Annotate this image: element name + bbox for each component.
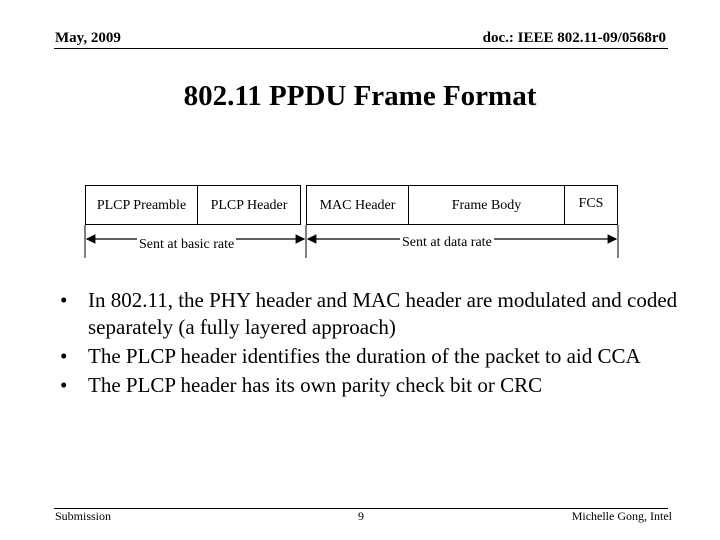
data-rate-label: Sent at data rate <box>402 235 492 250</box>
field-plcp-header: PLCP Header <box>197 185 301 225</box>
field-fcs: FCS <box>564 185 618 225</box>
header-date: May, 2009 <box>55 30 121 46</box>
bullet-item: • The PLCP header identifies the duration of the packet to aid CCA <box>60 343 690 370</box>
field-mac-header: MAC Header <box>306 185 409 225</box>
page-number: 9 <box>358 509 364 523</box>
field-frame-body: Frame Body <box>408 185 565 225</box>
slide-title: 802.11 PPDU Frame Format <box>183 80 537 112</box>
field-plcp-preamble: PLCP Preamble <box>85 185 198 225</box>
footer-submission: Submission <box>55 509 112 523</box>
bullet-item: • In 802.11, the PHY header and MAC header are modulated and coded separately (a fully layered approach) <box>60 287 690 341</box>
basic-rate-label: Sent at basic rate <box>139 237 235 252</box>
footer-author: Michelle Gong, Intel <box>571 509 672 523</box>
bullet-item: • The PLCP header has its own parity check bit or CRC <box>60 372 690 399</box>
bullet-list <box>60 287 690 401</box>
header-doc-id: doc.: IEEE 802.11-09/0568r0 <box>482 30 666 46</box>
